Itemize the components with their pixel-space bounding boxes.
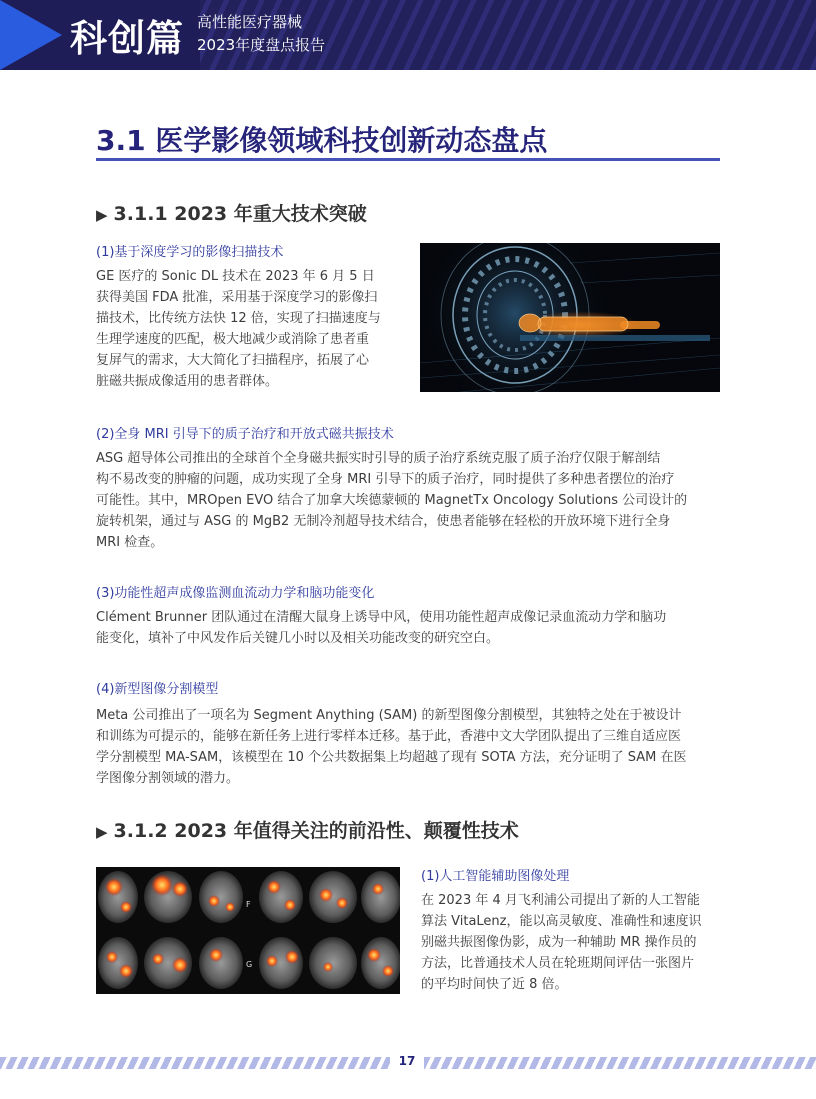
triangle-bullet-icon: ▶ bbox=[96, 823, 108, 841]
item-heading-ai-image-processing: (1)人工智能辅助图像处理 bbox=[421, 869, 570, 884]
header-subtitle-line2: 2023年度盘点报告 bbox=[197, 36, 326, 54]
header-subtitle-line1: 高性能医疗器械 bbox=[197, 13, 303, 31]
page-number: 17 bbox=[398, 1054, 416, 1068]
paragraph-line: 算法 VitaLenz，能以高灵敏度、准确性和速度识 bbox=[421, 914, 702, 929]
paragraph-mri-proton-therapy bbox=[96, 448, 720, 553]
subsection-heading-text: 3.1.2 2023 年值得关注的前沿性、颠覆性技术 bbox=[113, 820, 519, 842]
section-title: 3.1 医学影像领域科技创新动态盘点 bbox=[96, 124, 548, 157]
item-heading-segmentation-model: (4)新型图像分割模型 bbox=[96, 682, 219, 697]
subsection-heading-3-1-1 bbox=[96, 199, 367, 226]
paragraph-line: 在 2023 年 4 月飞利浦公司提出了新的人工智能 bbox=[421, 893, 700, 908]
paragraph-line: GE 医疗的 Sonic DL 技术在 2023 年 6 月 5 日 bbox=[96, 269, 375, 284]
paragraph-line: 获得美国 FDA 批准，采用基于深度学习的影像扫 bbox=[96, 290, 378, 305]
paragraph-line: 构不易改变的肿瘤的问题，成功实现了全身 MRI 引导下的质子治疗，同时提供了多种患者摆位的治疗 bbox=[96, 472, 675, 487]
section-title-underline bbox=[96, 158, 720, 161]
item-heading-deep-learning-scan: (1)基于深度学习的影像扫描技术 bbox=[96, 245, 284, 260]
row-label-g: G bbox=[246, 960, 253, 969]
paragraph-line: 能变化，填补了中风发作后关键几小时以及相关功能改变的研究空白。 bbox=[96, 631, 500, 646]
header-arrow-icon bbox=[0, 0, 62, 70]
subsection-heading-text: 3.1.1 2023 年重大技术突破 bbox=[113, 203, 367, 225]
row-label-f: F bbox=[246, 900, 251, 909]
page-header bbox=[0, 0, 816, 70]
paragraph-line: Meta 公司推出了一项名为 Segment Anything (SAM) 的新型图像分割模型，其独特之处在于被设计 bbox=[96, 708, 682, 723]
paragraph-line: 生理学速度的匹配，极大地减少或消除了患者重 bbox=[96, 332, 370, 347]
mri-scanner-image bbox=[420, 243, 720, 392]
paragraph-line: 可能性。其中，MROpen EVO 结合了加拿大埃德蒙顿的 MagnetTx Oncology Solutions 公司设计的 bbox=[96, 493, 688, 508]
paragraph-line: 的平均时间快了近 8 倍。 bbox=[421, 977, 568, 992]
paragraph-line: 和训练为可提示的，能够在新任务上进行零样本迁移。基于此，香港中文大学团队提出了三维自适应医 bbox=[96, 729, 682, 744]
paragraph-ai-image-processing bbox=[421, 890, 721, 995]
brain-fmri-image bbox=[96, 867, 400, 994]
item-heading-mri-proton-therapy: (2)全身 MRI 引导下的质子治疗和开放式磁共振技术 bbox=[96, 427, 394, 442]
paragraph-line: ASG 超导体公司推出的全球首个全身磁共振实时引导的质子治疗系统克服了质子治疗仅限于解剖结 bbox=[96, 451, 661, 466]
brain-scan-grid bbox=[96, 867, 400, 994]
paragraph-line: 复屏气的需求，大大简化了扫描程序，拓展了心 bbox=[96, 353, 370, 368]
paragraph-functional-ultrasound bbox=[96, 607, 720, 649]
paragraph-deep-learning-scan bbox=[96, 266, 396, 392]
footer-stripe-left bbox=[0, 1057, 390, 1069]
paragraph-line: 脏磁共振成像适用的患者群体。 bbox=[96, 374, 279, 389]
paragraph-line: MRI 检查。 bbox=[96, 535, 164, 550]
paragraph-line: 学分割模型 MA-SAM，该模型在 10 个公共数据集上均超越了现有 SOTA 方法，充分证明了 SAM 在医 bbox=[96, 750, 687, 765]
paragraph-line: 学图像分割领域的潜力。 bbox=[96, 771, 240, 786]
triangle-bullet-icon: ▶ bbox=[96, 206, 108, 224]
header-title: 科创篇 bbox=[70, 17, 184, 60]
item-heading-functional-ultrasound: (3)功能性超声成像监测血流动力学和脑功能变化 bbox=[96, 586, 375, 601]
subsection-heading-3-1-2 bbox=[96, 816, 519, 843]
paragraph-line: Clément Brunner 团队通过在清醒大鼠身上诱导中风，使用功能性超声成像记录血流动力学和脑功 bbox=[96, 610, 667, 625]
paragraph-line: 别磁共振图像伪影，成为一种辅助 MR 操作员的 bbox=[421, 935, 697, 950]
mri-scanner-illustration bbox=[420, 243, 720, 392]
footer-stripe-right bbox=[424, 1057, 816, 1069]
paragraph-line: 旋转机架，通过与 ASG 的 MgB2 无制冷剂超导技术结合，使患者能够在轻松的开放环境下进行全身 bbox=[96, 514, 671, 529]
paragraph-line: 描技术，比传统方法快 12 倍，实现了扫描速度与 bbox=[96, 311, 381, 326]
paragraph-segmentation-model bbox=[96, 705, 720, 789]
paragraph-line: 方法，比普通技术人员在轮班期间评估一张图片 bbox=[421, 956, 695, 971]
